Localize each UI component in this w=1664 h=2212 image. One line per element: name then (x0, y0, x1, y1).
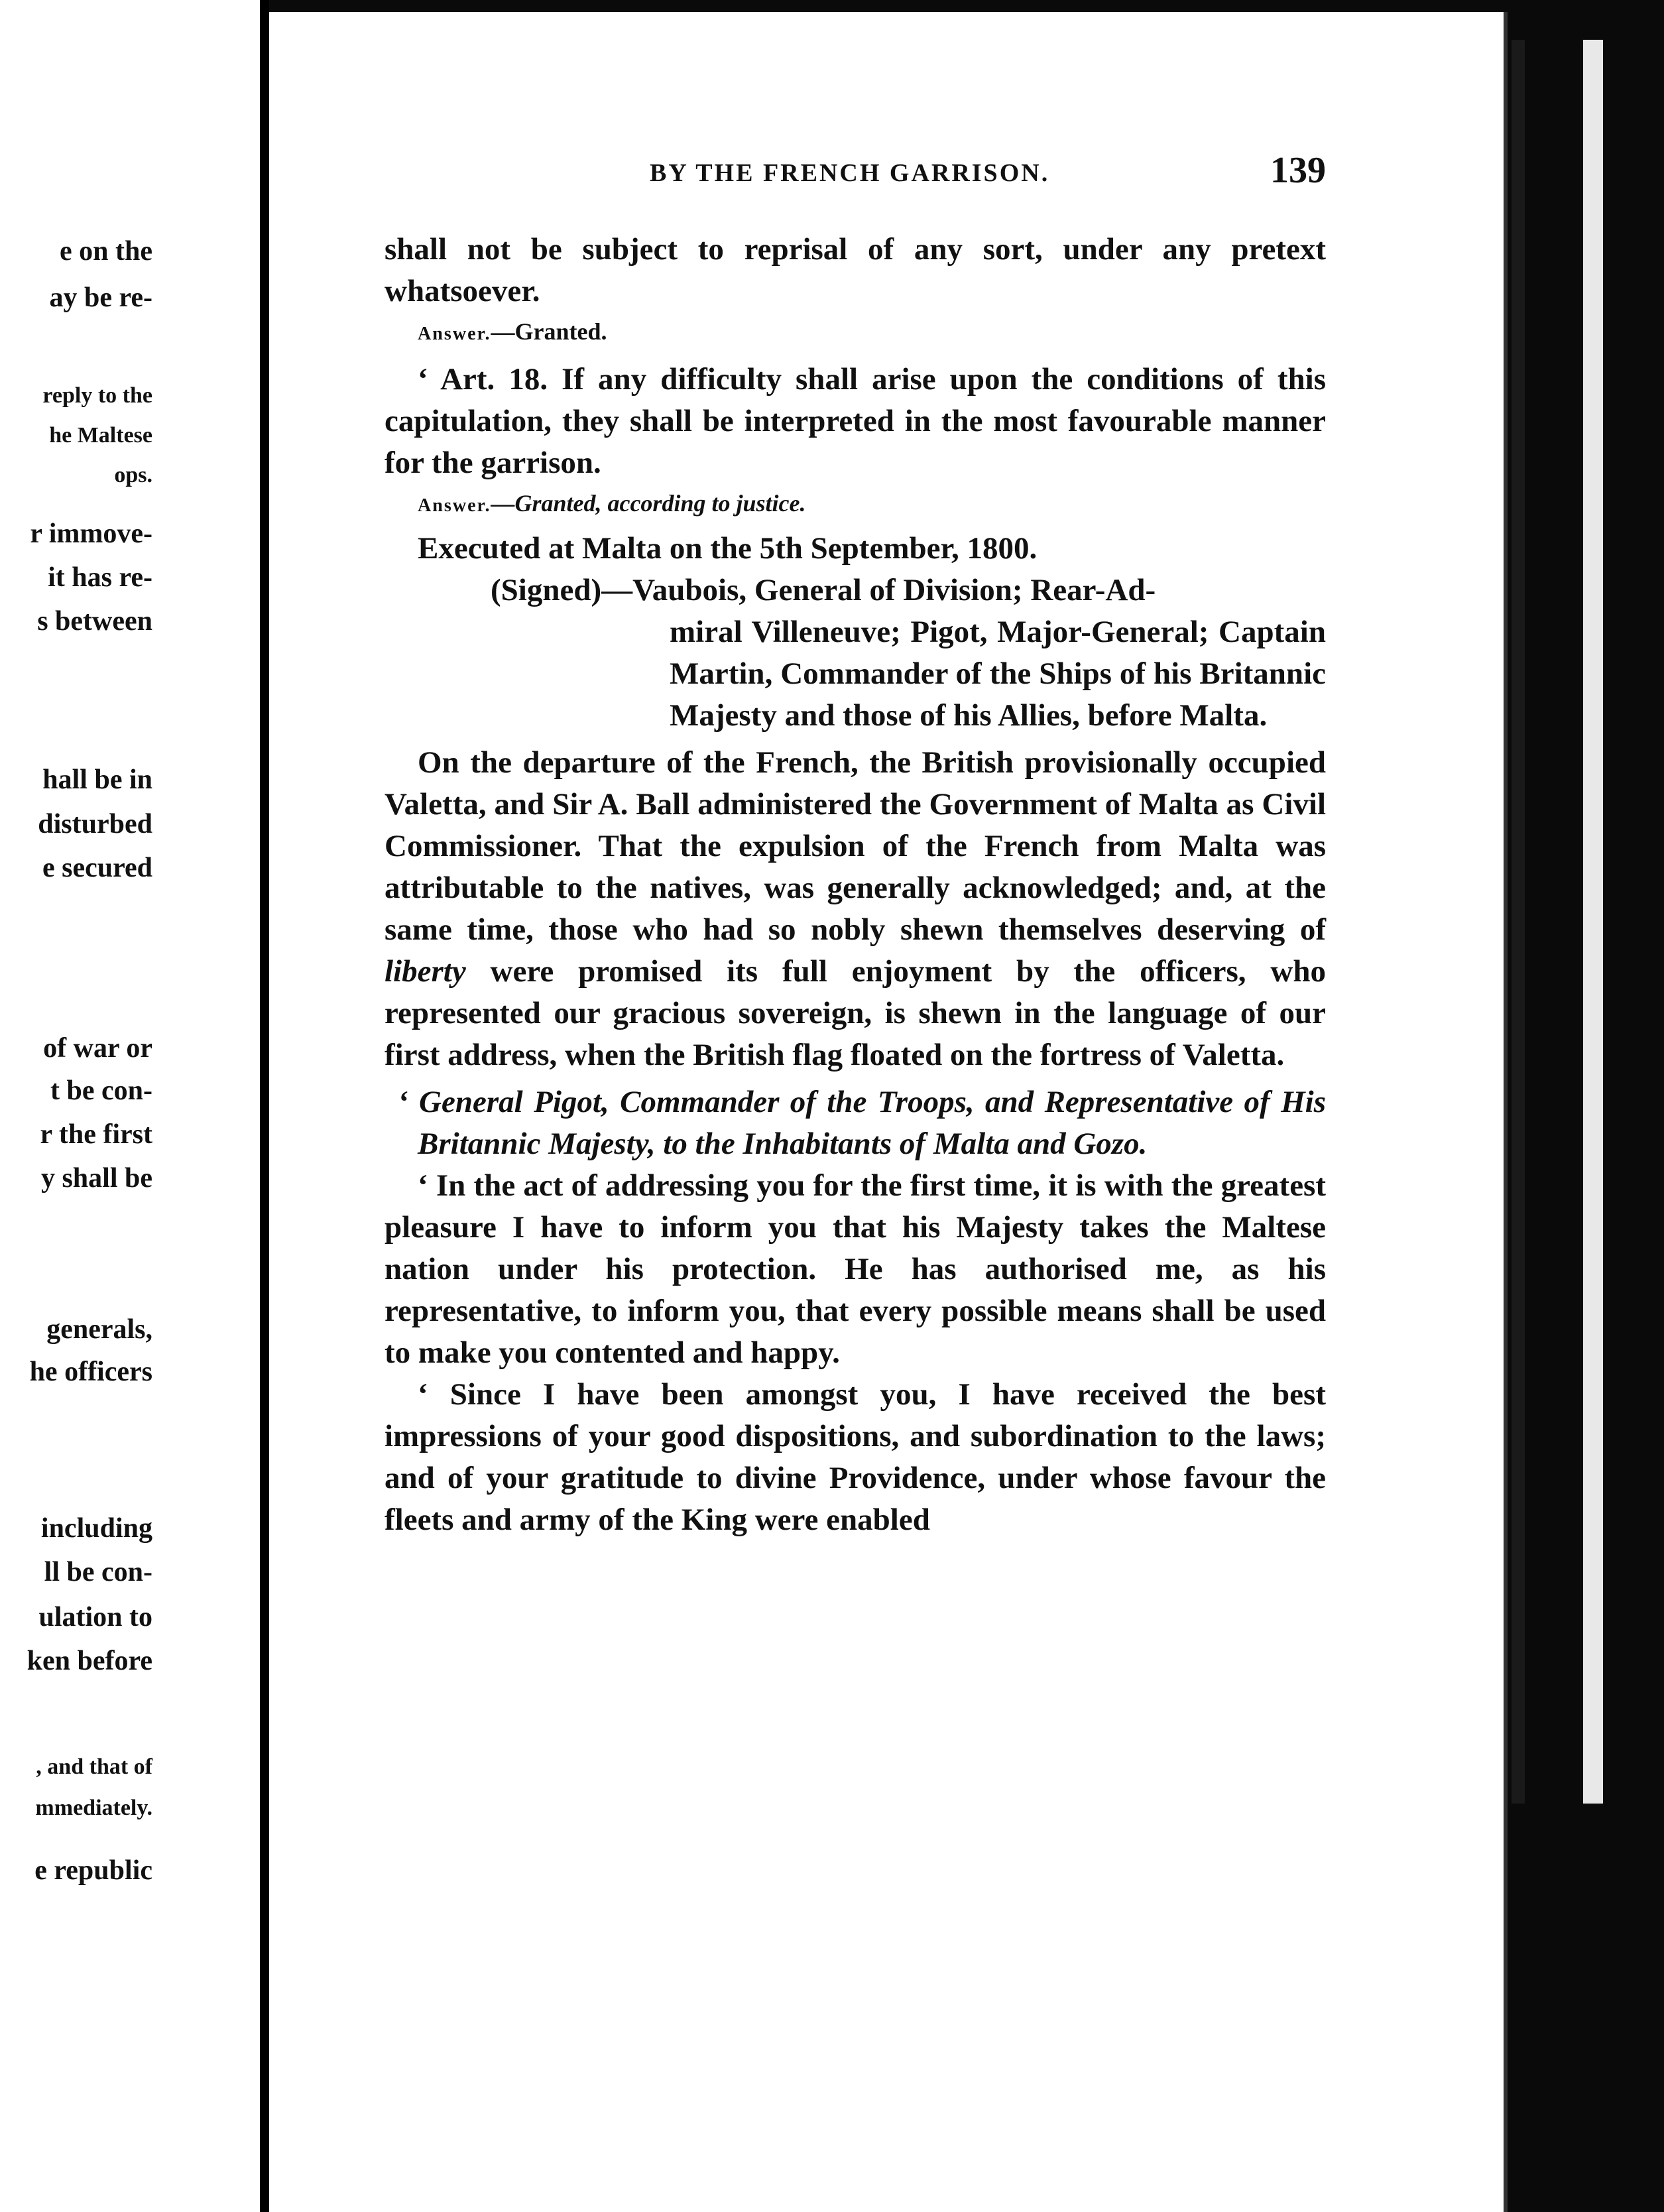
left-page-line: of war or (43, 1033, 152, 1064)
paragraph-address-1: ‘ In the act of addressing you for the first time, it is with the greatest pleasure I have to inform you that his Majesty takes the Maltese nation under his protection. He has authorised me, as his representative, to inform you, that every possible means shall be used to make you contented and happy. (385, 1168, 1326, 1370)
left-page-line: r the first (40, 1119, 152, 1150)
left-page-line: r immove- (30, 519, 152, 549)
departure-text-end: were promised its full enjoyment by the officers, who represented our gracious sovereign, is shewn in the language of our first address, when the British flag floated on the fortress of Valetta. (385, 954, 1326, 1072)
left-page-line: he Maltese (49, 423, 152, 448)
left-page-line: including (40, 1513, 152, 1544)
running-head: BY THE FRENCH GARRISON. (650, 159, 1050, 187)
left-page-line: y shall be (40, 1163, 152, 1194)
left-page-line: ll be con- (44, 1557, 152, 1587)
answer-text: —Granted, according to justice. (491, 490, 806, 517)
proclamation-heading: ‘ General Pigot, Commander of the Troops, and Representative of His Britannic Majesty, to the Inhabitants of Malta and Gozo. (398, 1085, 1326, 1161)
page-body (385, 229, 1326, 1541)
left-page-line: e on the (60, 236, 152, 267)
signatures-continued: miral Villeneuve; Pigot, Major-General; Captain Martin, Commander of the Ships of his Britannic Majesty and those of his Allies, before Malta. (670, 615, 1326, 733)
answer-label: Answer. (418, 324, 491, 344)
left-page-line: mmediately. (35, 1796, 152, 1820)
executed-line: Executed at Malta on the 5th September, 1800. (418, 531, 1038, 566)
page-header (385, 149, 1326, 196)
departure-text: On the departure of the French, the British provisionally occupied Valetta, and Sir A. Ball administered the Government of Malta as Civil Commissioner. That the expulsion of the French from Malta was attributable to the natives, was generally acknowledged; and, at the same time, those who had so nobly shewn themselves deserving of (385, 745, 1326, 947)
answer-line (385, 484, 1326, 525)
paragraph-departure (385, 742, 1326, 1076)
paragraph-address-2: ‘ Since I have been amongst you, I have received the best impressions of your good dispositions, and subordination to the laws; and of your gratitude to divine Providence, under whose favour the fleets and army of the King were enabled (385, 1377, 1326, 1537)
left-page-line: e republic (34, 1855, 152, 1886)
answer-text: —Granted. (491, 318, 607, 345)
answer-label: Answer. (418, 495, 491, 516)
emphasis-liberty: liberty (385, 954, 466, 989)
left-page-line: t be con- (50, 1075, 152, 1106)
left-page-line: ken before (27, 1646, 152, 1676)
page-edge (1583, 40, 1603, 1804)
book-gutter (260, 0, 269, 2212)
paragraph-continuation: shall not be subject to reprisal of any sort, under any pretext whatsoever. (385, 232, 1326, 308)
left-page-line: disturbed (38, 809, 152, 839)
left-page-line: ops. (114, 463, 152, 487)
left-page-line: hall be in (42, 765, 152, 795)
answer-line (385, 312, 1326, 353)
left-page-line: generals, (46, 1314, 152, 1345)
left-page-line: ay be re- (49, 282, 152, 313)
left-page-line: s between (37, 606, 152, 637)
page-number: 139 (1270, 150, 1326, 191)
left-page-line: he officers (29, 1357, 152, 1387)
left-page-line: e secured (42, 853, 152, 883)
signatures-first-line: (Signed)—Vaubois, General of Division; Rear-Ad- (491, 573, 1156, 607)
article-18: ‘ Art. 18. If any difficulty shall arise upon the conditions of this capitulation, they shall be interpreted in the most favourable manner for the garrison. (385, 362, 1326, 480)
left-facing-page (0, 0, 260, 2212)
left-page-line: it has re- (48, 562, 152, 593)
left-page-line: , and that of (36, 1754, 152, 1779)
page-shadow (1512, 40, 1525, 1804)
left-page-line: ulation to (38, 1602, 152, 1632)
left-page-line: reply to the (42, 383, 152, 408)
